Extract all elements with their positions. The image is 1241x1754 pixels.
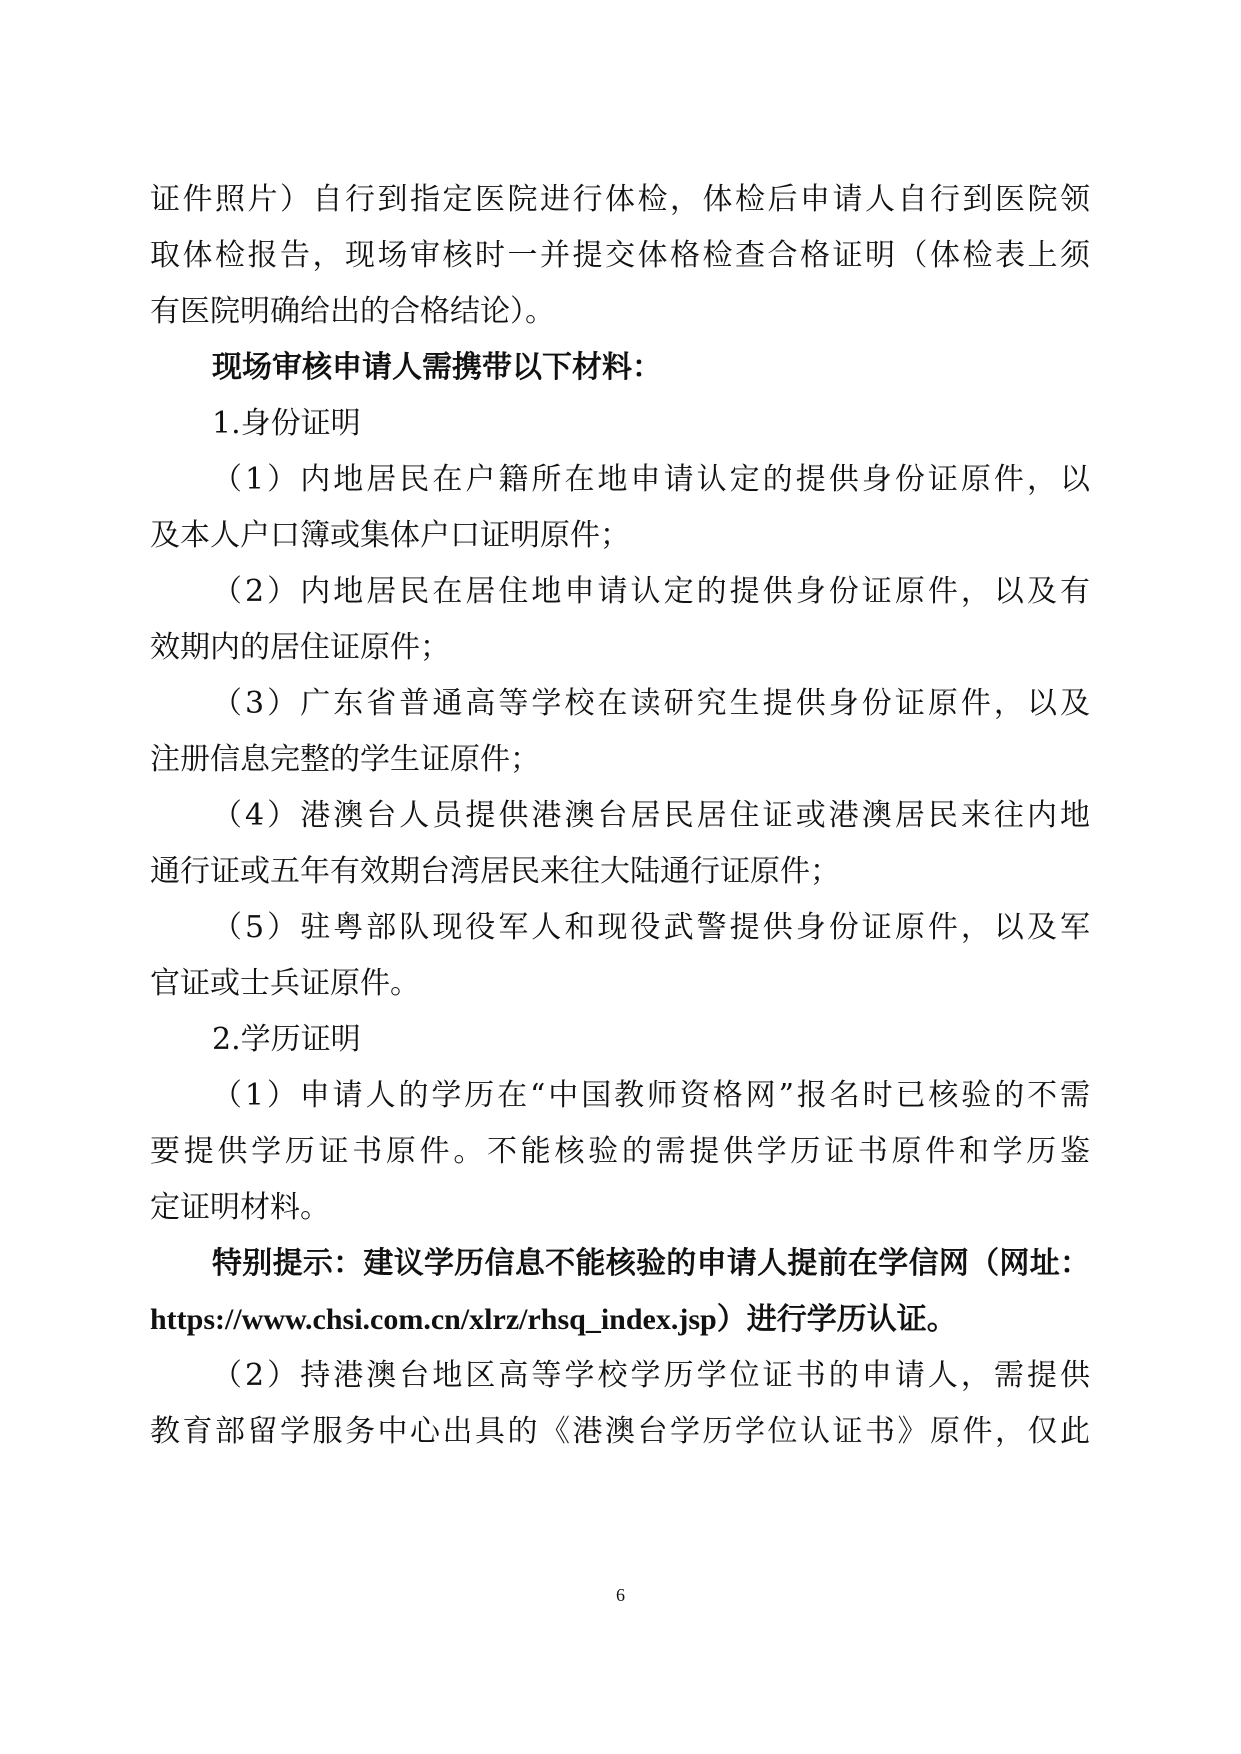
text-line: （2）内地居民在居住地申请认定的提供身份证原件，以及有 bbox=[212, 574, 1090, 609]
text-line: （5）驻粤部队现役军人和现役武警提供身份证原件，以及军 bbox=[212, 910, 1090, 945]
text-line: 取体检报告，现场审核时一并提交体格检查合格证明（体检表上须 bbox=[150, 238, 1090, 273]
text-line: 官证或士兵证原件。 bbox=[150, 966, 420, 1001]
text-line: 有医院明确给出的合格结论）。 bbox=[150, 294, 555, 329]
text-line: （4）港澳台人员提供港澳台居民居住证或港澳居民来往内地 bbox=[212, 798, 1090, 833]
text-line: 通行证或五年有效期台湾居民来往大陆通行证原件； bbox=[150, 854, 840, 889]
text-line: （3）广东省普通高等学校在读研究生提供身份证原件，以及 bbox=[212, 686, 1090, 721]
notice-url-line: https://www.chsi.com.cn/xlrz/rhsq_index.jsp）进行学历认证。 bbox=[150, 1303, 957, 1336]
text-line: 注册信息完整的学生证原件； bbox=[150, 742, 540, 777]
text-line: （1）申请人的学历在“中国教师资格网”报名时已核验的不需 bbox=[212, 1078, 1090, 1113]
subsection-heading: 2.学历证明 bbox=[212, 1022, 361, 1057]
special-notice: 特别提示：建议学历信息不能核验的申请人提前在学信网（网址： bbox=[212, 1246, 1090, 1281]
text-line: 效期内的居住证原件； bbox=[150, 630, 450, 665]
text-line: 定证明材料。 bbox=[150, 1190, 330, 1225]
text-line: 要提供学历证书原件。不能核验的需提供学历证书原件和学历鉴 bbox=[150, 1134, 1090, 1169]
text-line: （2）持港澳台地区高等学校学历学位证书的申请人，需提供 bbox=[212, 1358, 1090, 1393]
text-line: 教育部留学服务中心出具的《港澳台学历学位认证书》原件，仅此 bbox=[150, 1414, 1090, 1449]
page-number: 6 bbox=[616, 1585, 625, 1605]
subsection-heading: 1.身份证明 bbox=[212, 406, 361, 441]
section-heading: 现场审核申请人需携带以下材料： bbox=[212, 350, 662, 385]
text-line: 证件照片）自行到指定医院进行体检，体检后申请人自行到医院领 bbox=[150, 182, 1090, 217]
text-line: （1）内地居民在户籍所在地申请认定的提供身份证原件，以 bbox=[212, 462, 1090, 497]
text-line: 及本人户口簿或集体户口证明原件； bbox=[150, 518, 630, 553]
